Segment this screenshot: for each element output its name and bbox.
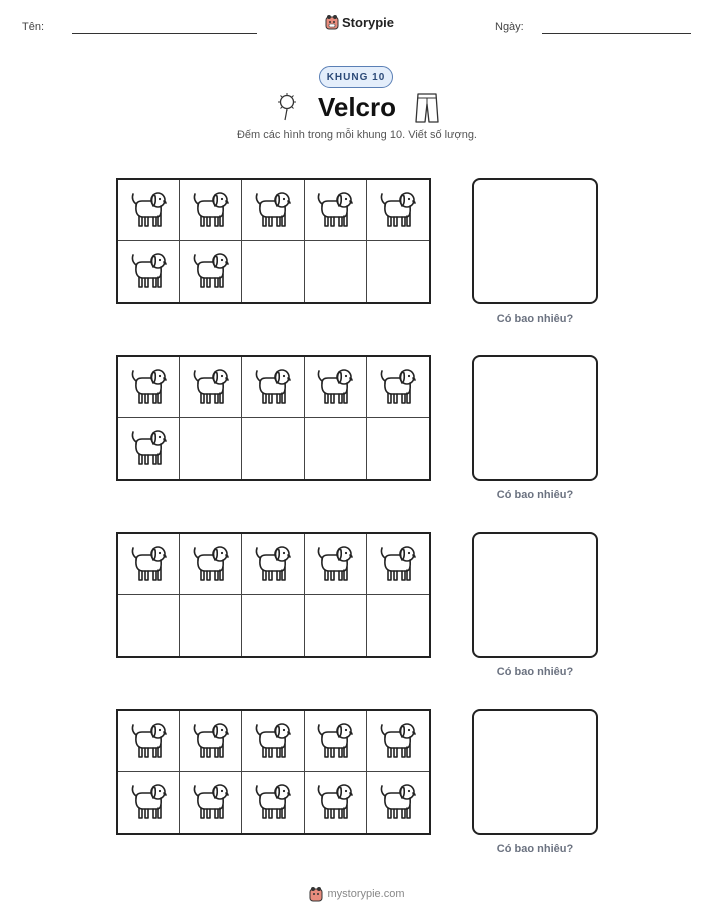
brand-name: Storypie [342,14,395,30]
frame-cell [118,418,180,479]
puppy-icon [128,778,170,827]
name-line[interactable] [72,33,257,34]
puppy-icon [190,186,232,235]
answer-box-4[interactable] [472,709,598,835]
worksheet-badge: KHUNG 10 [319,66,393,88]
frame-cell [242,418,304,479]
frame-cell [180,241,242,302]
frame-cell [180,357,242,418]
question-label-4: Có bao nhiêu? [496,843,574,855]
ten-frame-3 [116,532,431,658]
ten-frame-4 [116,709,431,835]
frame-cell [305,711,367,772]
frame-cell [118,241,180,302]
puppy-icon [314,540,356,589]
puppy-icon [190,717,232,766]
question-label-1: Có bao nhiêu? [496,313,574,325]
frame-cell [305,595,367,656]
frame-cell [118,772,180,833]
ten-frame-2 [116,355,431,481]
puppy-icon [314,186,356,235]
frame-cell [305,241,367,302]
frame-cell [367,180,429,241]
frame-cell [118,180,180,241]
frame-cell [305,772,367,833]
frame-cell [367,418,429,479]
puppy-icon [128,363,170,412]
name-label: Tên: [22,21,45,33]
instructions: Đếm các hình trong mỗi khung 10. Viết số lượng. [236,129,477,141]
frame-cell [180,534,242,595]
puppy-icon [190,247,232,296]
puppy-icon [128,424,170,473]
puppy-icon [128,540,170,589]
frame-cell [242,241,304,302]
footer [0,886,714,902]
puppy-icon [128,717,170,766]
puppy-icon [314,363,356,412]
puppy-icon [252,540,294,589]
answer-box-3[interactable] [472,532,598,658]
puppy-icon [377,717,419,766]
puppy-icon [252,363,294,412]
frame-cell [180,180,242,241]
puppy-icon [377,540,419,589]
frame-cell [118,595,180,656]
frame-cell [367,711,429,772]
puppy-icon [190,363,232,412]
puppy-icon [377,778,419,827]
frame-cell [180,711,242,772]
question-label-2: Có bao nhiêu? [496,489,574,501]
frame-cell [305,180,367,241]
storypie-mascot-icon [325,14,339,30]
frame-cell [305,357,367,418]
frame-cell [118,711,180,772]
puppy-icon [190,540,232,589]
puppy-icon [252,778,294,827]
puppy-icon [252,717,294,766]
brand-logo [325,14,394,30]
frame-cell [305,534,367,595]
page-title: Velcro [317,92,397,122]
frame-cell [367,772,429,833]
frame-cell [118,534,180,595]
puppy-icon [128,186,170,235]
storypie-mascot-icon [309,886,323,902]
puppy-icon [252,186,294,235]
puppy-icon [377,363,419,412]
puppy-icon [190,778,232,827]
footer-url: mystorypie.com [327,888,405,900]
date-line[interactable] [542,33,691,34]
frame-cell [242,711,304,772]
frame-cell [305,418,367,479]
frame-cell [242,357,304,418]
frame-cell [367,595,429,656]
frame-cell [242,180,304,241]
frame-cell [367,534,429,595]
frame-cell [180,418,242,479]
frame-cell [367,241,429,302]
frame-cell [242,534,304,595]
question-label-3: Có bao nhiêu? [496,666,574,678]
frame-cell [242,595,304,656]
frame-cell [367,357,429,418]
puppy-icon [314,778,356,827]
answer-box-2[interactable] [472,355,598,481]
puppy-icon [128,247,170,296]
frame-cell [180,595,242,656]
puppy-icon [377,186,419,235]
frame-cell [118,357,180,418]
ten-frame-1 [116,178,431,304]
frame-cell [180,772,242,833]
puppy-icon [314,717,356,766]
pants-icon [414,92,440,124]
frame-cell [242,772,304,833]
answer-box-1[interactable] [472,178,598,304]
date-label: Ngày: [495,21,524,33]
